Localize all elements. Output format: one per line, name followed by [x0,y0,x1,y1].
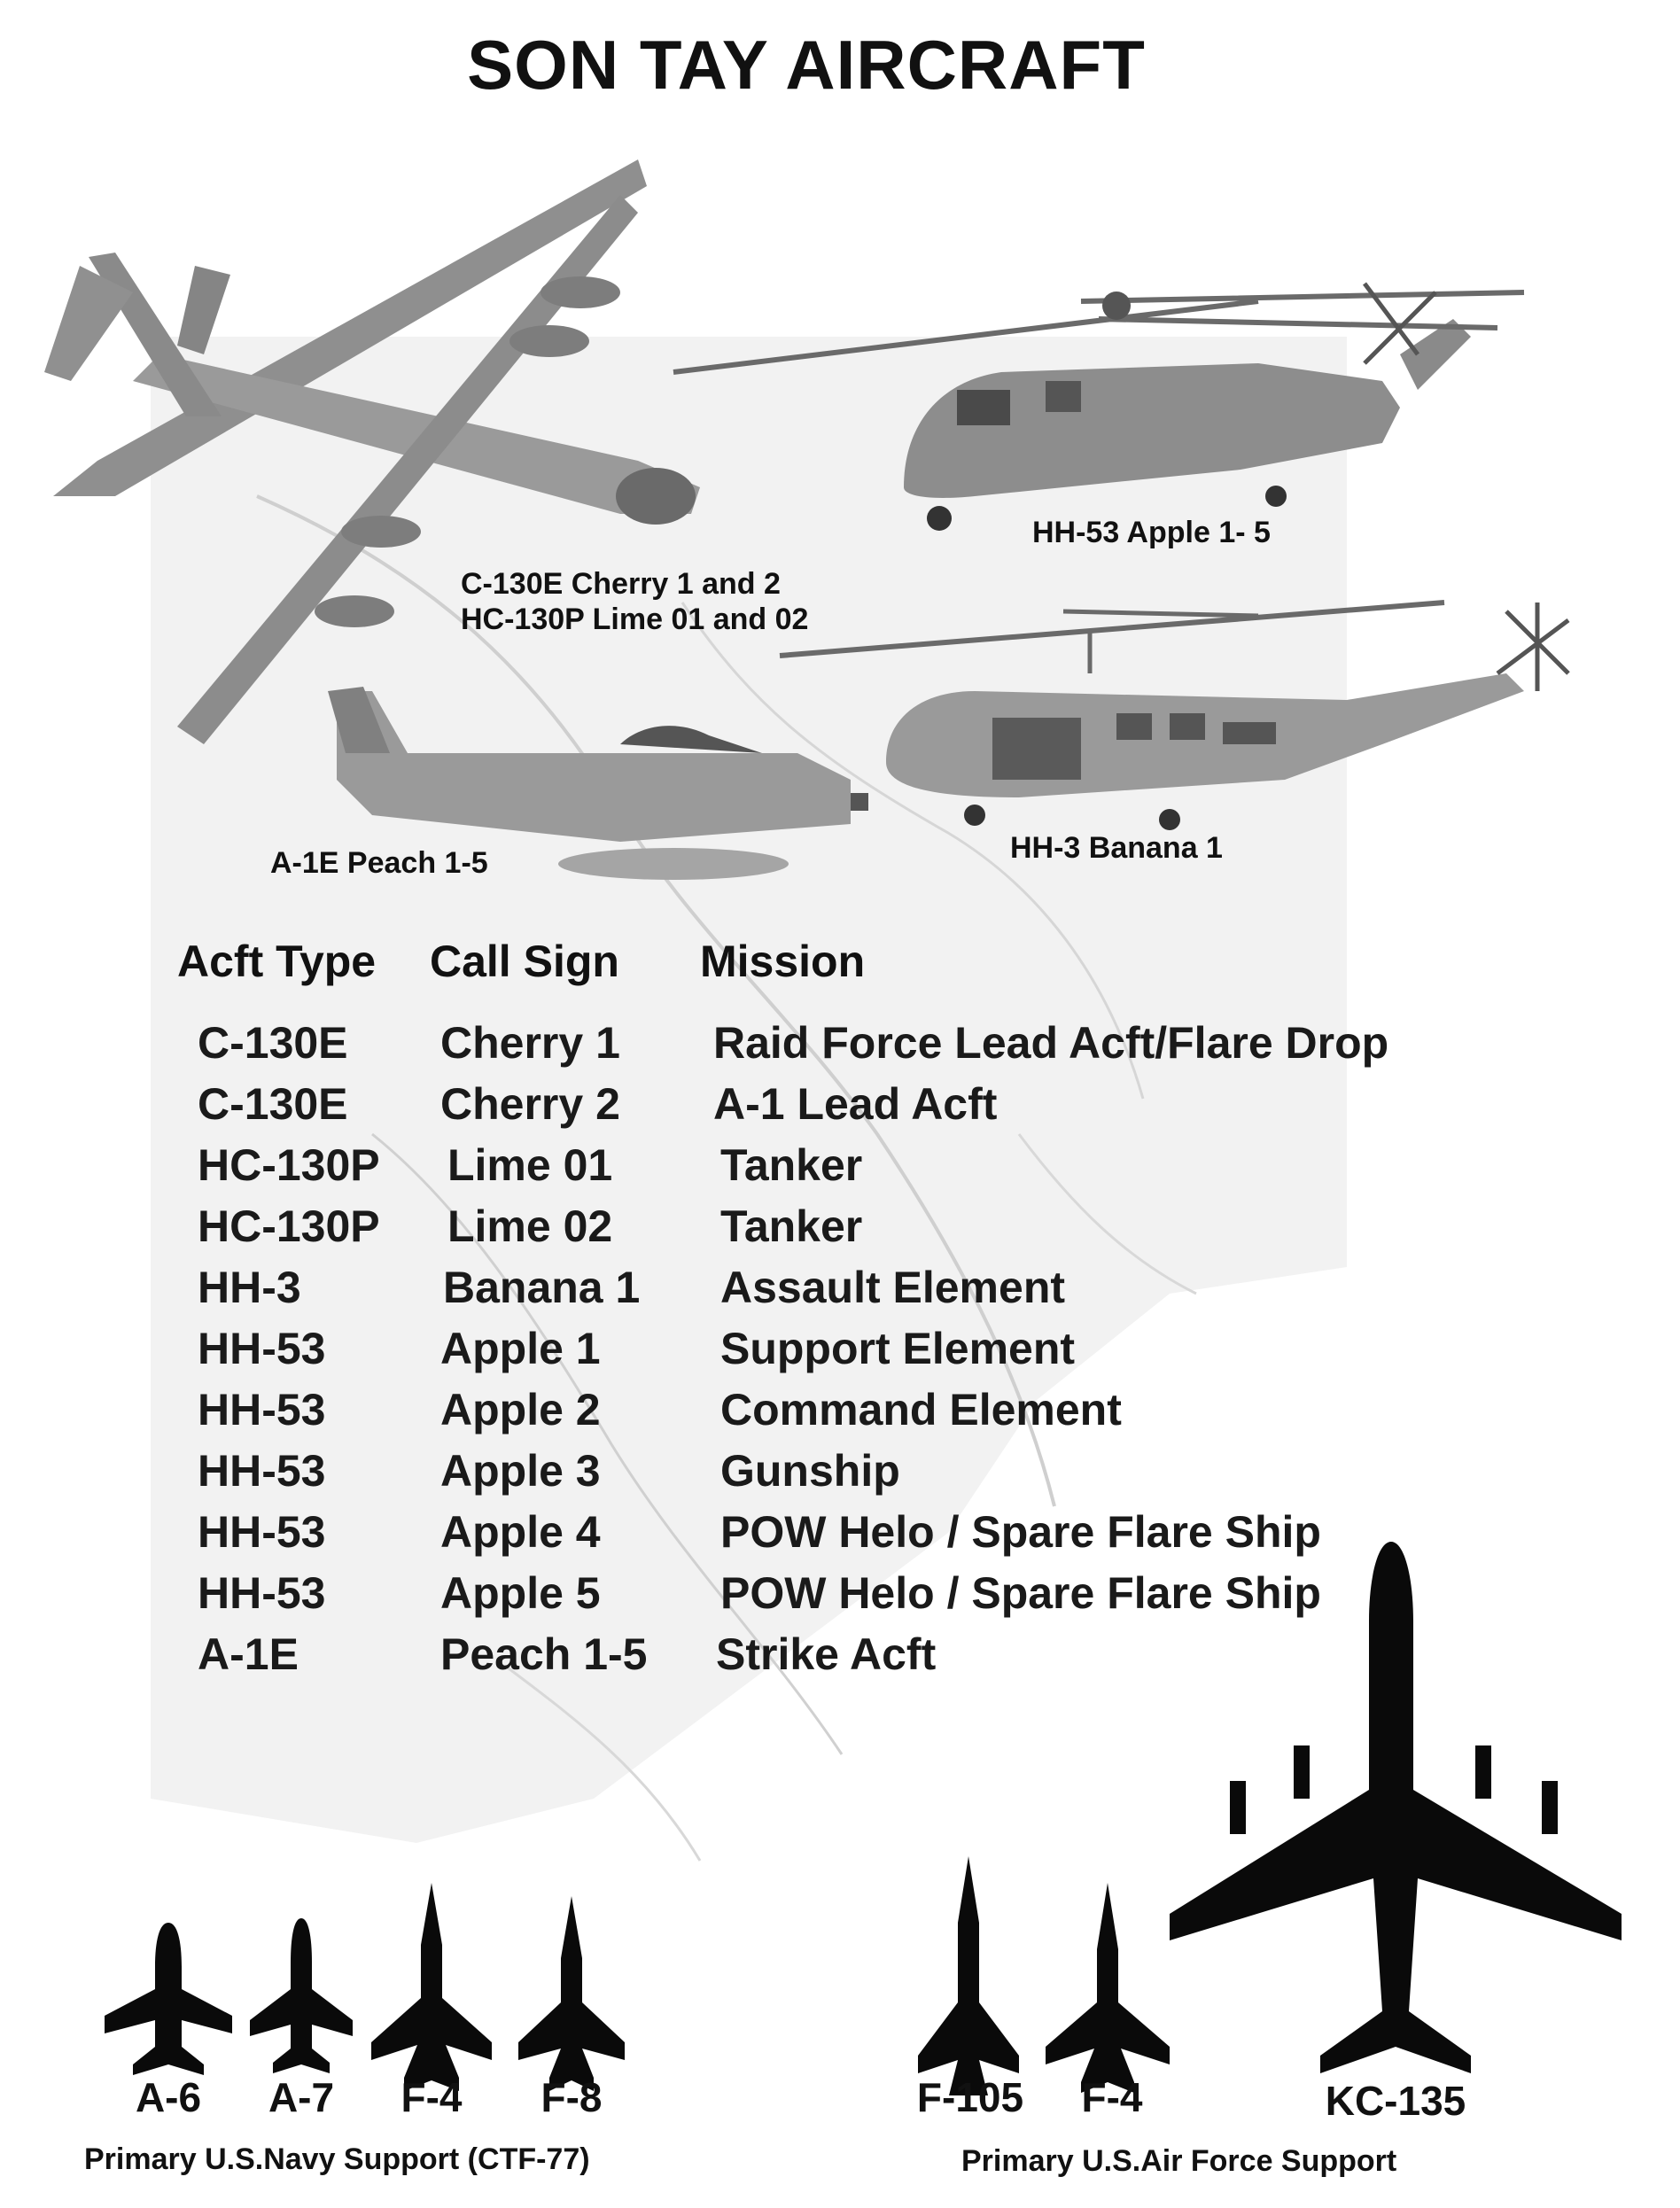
hh53-illustration [673,284,1524,531]
silhouettes-group [0,1506,1680,2126]
row-mission: Command Element [720,1385,1122,1434]
row-mission: Strike Acft [716,1629,937,1679]
row-mission: POW Helo / Spare Flare Ship [720,1568,1321,1618]
row-call-sign: Apple 5 [440,1568,601,1618]
a1e-caption: A-1E Peach 1-5 [270,846,488,880]
header-mission: Mission [700,937,866,986]
row-call-sign: Apple 1 [440,1324,601,1373]
row-mission: Tanker [720,1201,863,1251]
row-acft-type: HH-53 [198,1446,326,1496]
row-call-sign: Apple 4 [440,1507,601,1557]
c130-caption-line2: HC-130P Lime 01 and 02 [461,603,809,636]
page-title: SON TAY AIRCRAFT [467,26,1146,104]
navy-support-caption: Primary U.S.Navy Support (CTF-77) [84,2142,590,2176]
row-acft-type: HH-3 [198,1263,301,1312]
label-f105: F-105 [916,2074,1024,2120]
row-acft-type: HC-130P [198,1201,380,1251]
row-mission: Support Element [720,1324,1076,1373]
row-call-sign: Apple 3 [440,1446,601,1496]
row-acft-type: HC-130P [198,1140,380,1190]
row-call-sign: Cherry 2 [440,1079,620,1129]
c130-illustration [44,159,700,744]
hh53-caption: HH-53 Apple 1- 5 [1032,516,1271,549]
c130-caption-line1: C-130E Cherry 1 and 2 [461,567,781,601]
f4-navy-silhouette-icon [371,1883,492,2091]
row-mission: A-1 Lead Acft [713,1079,998,1129]
row-acft-type: C-130E [198,1079,348,1129]
row-acft-type: C-130E [198,1018,348,1068]
row-call-sign: Cherry 1 [440,1018,620,1068]
airforce-support-caption: Primary U.S.Air Force Support [961,2144,1397,2178]
label-f8: F-8 [541,2074,603,2120]
header-acft-type: Acft Type [177,937,377,986]
row-acft-type: HH-53 [198,1385,326,1434]
row-mission: Gunship [720,1446,900,1496]
row-acft-type: A-1E [198,1629,299,1679]
hh3-caption: HH-3 Banana 1 [1010,831,1223,865]
f8-silhouette-icon [518,1896,625,2091]
row-call-sign: Peach 1-5 [440,1629,648,1679]
a6-silhouette-icon [105,1923,232,2075]
row-mission: Assault Element [720,1263,1066,1312]
row-acft-type: HH-53 [198,1324,326,1373]
row-call-sign: Lime 01 [447,1140,613,1190]
header-call-sign: Call Sign [430,937,619,986]
hh3-illustration [780,603,1568,830]
row-call-sign: Lime 02 [447,1201,613,1251]
row-call-sign: Banana 1 [443,1263,641,1312]
aircraft-illustrations [0,0,1680,886]
label-a6: A-6 [135,2074,202,2120]
a7-silhouette-icon [250,1918,353,2073]
row-mission: Raid Force Lead Acft/Flare Drop [713,1018,1389,1068]
f4-af-silhouette-icon [1046,1883,1170,2093]
row-mission: POW Helo / Spare Flare Ship [720,1507,1321,1557]
kc135-silhouette-icon [1170,1542,1622,2073]
row-acft-type: HH-53 [198,1568,326,1618]
label-kc135: KC-135 [1325,2078,1466,2124]
label-f4-navy: F-4 [401,2074,463,2120]
row-call-sign: Apple 2 [440,1385,601,1434]
f105-silhouette-icon [918,1856,1019,2095]
row-mission: Tanker [720,1140,863,1190]
label-a7: A-7 [268,2074,335,2120]
label-f4-af: F-4 [1081,2074,1143,2120]
row-acft-type: HH-53 [198,1507,326,1557]
